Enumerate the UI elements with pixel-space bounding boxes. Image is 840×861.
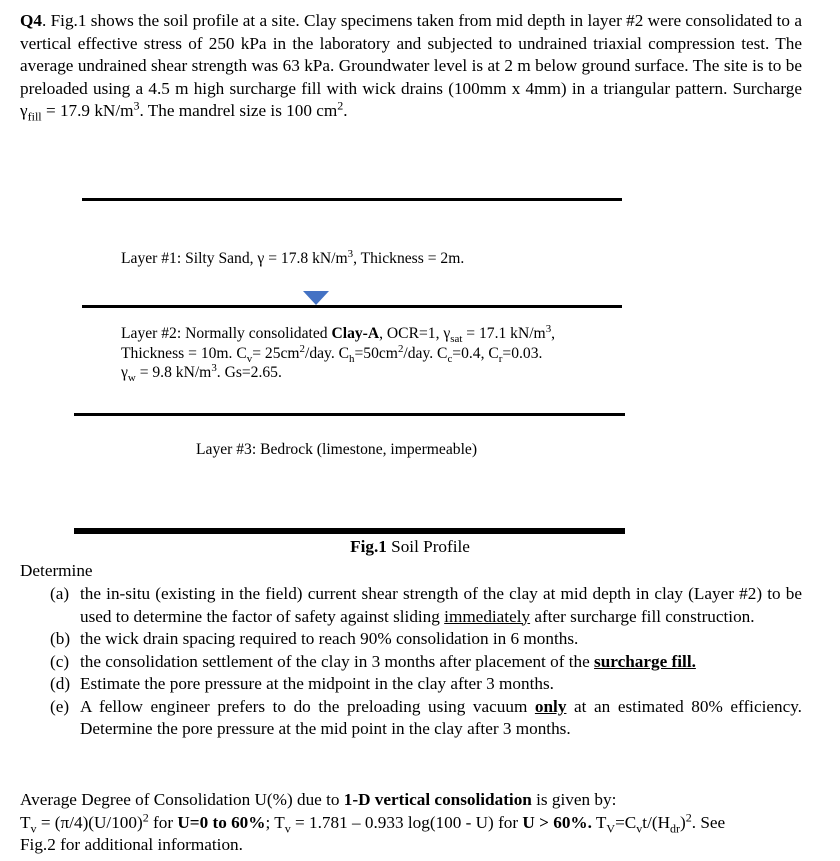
question-label: Q4 (20, 11, 42, 30)
ground-surface-line (82, 198, 622, 201)
bedrock-bottom-line (74, 528, 625, 534)
layer-2-3-boundary (74, 413, 625, 416)
formula-reference: Fig.2 for additional information. (20, 835, 243, 854)
question-list (50, 583, 802, 741)
formula-intro: Average Degree of Consolidation U(%) due to 1-D vertical consolidation is given by: (20, 790, 617, 809)
determine-heading: Determine (20, 561, 93, 580)
layer-1-text: Layer #1: Silty Sand, γ = 17.8 $kN/m^3$, Thickness = 2m. (121, 247, 465, 267)
question-item-a: (a) the in-situ (existing in the field) current shear strength of the clay at mid depth in clay (Layer #2) to be used to determine the factor of safety against sliding immediately after surcharge fill construction. (50, 584, 802, 626)
water-table-icon (303, 291, 329, 305)
layer-3-text: Layer #3: Bedrock (limestone, impermeable) (196, 441, 478, 458)
question-item-b: (b) the wick drain spacing required to reach 90% consolidation in 6 months. (50, 629, 579, 648)
layer-2-text: Layer #2: Normally consolidated Clay-A, OCR=1, $\gamma_{sat} = 17.1$ $kN/m^3$, Thickness = 10m. $C_v= 25cm^2/day$. $C_h=50cm^2$/day. $C_c=0.4$, $C_r=0.03$. $\gamma_w = 9.8$ $kN/m^3$. Gs=2.65. (121, 322, 556, 385)
question-item-e: (e) A fellow engineer prefers to do the preloading using vacuum only at an estimated 80% efficiency. Determine the pore pressure at the mid point in the clay after 3 months. (50, 696, 802, 738)
layer-1-2-boundary (82, 305, 622, 308)
question-item-d: (d) Estimate the pore pressure at the midpoint in the clay after 3 months. (50, 674, 554, 693)
question-item-c: (c) the consolidation settlement of the clay in 3 months after placement of the surcharge fill. (50, 651, 696, 671)
figure-caption: Fig.1 Soil Profile (350, 537, 470, 556)
consolidation-formulas (20, 789, 810, 857)
formula-line: $T_v = (\pi/4)(U/100)^2$ for U=0 to 60%; $T_v = 1.781 - 0.933$ log(100 - U) for U > 60%. $T_V=C_vt/(H_{dr})^2$. See (20, 809, 726, 835)
question-intro: Q4. Fig.1 shows the soil profile at a site. Clay specimens taken from mid depth in layer #2 were consolidated to a vertical effective stress of 250 kPa in the laboratory and subjected to undrained triaxial compression test. The average undrained shear strength was 63 kPa. Groundwater level is at 2 m below ground surface. The site is to be preloaded using a 4.5 m high surcharge fill with wick drains (100mm x 4mm) in a triangular pattern. Surcharge $\gamma_{fill} = 17.9$ $kN/m^3$. The mandrel size is 100 $cm^2$. (20, 11, 802, 124)
